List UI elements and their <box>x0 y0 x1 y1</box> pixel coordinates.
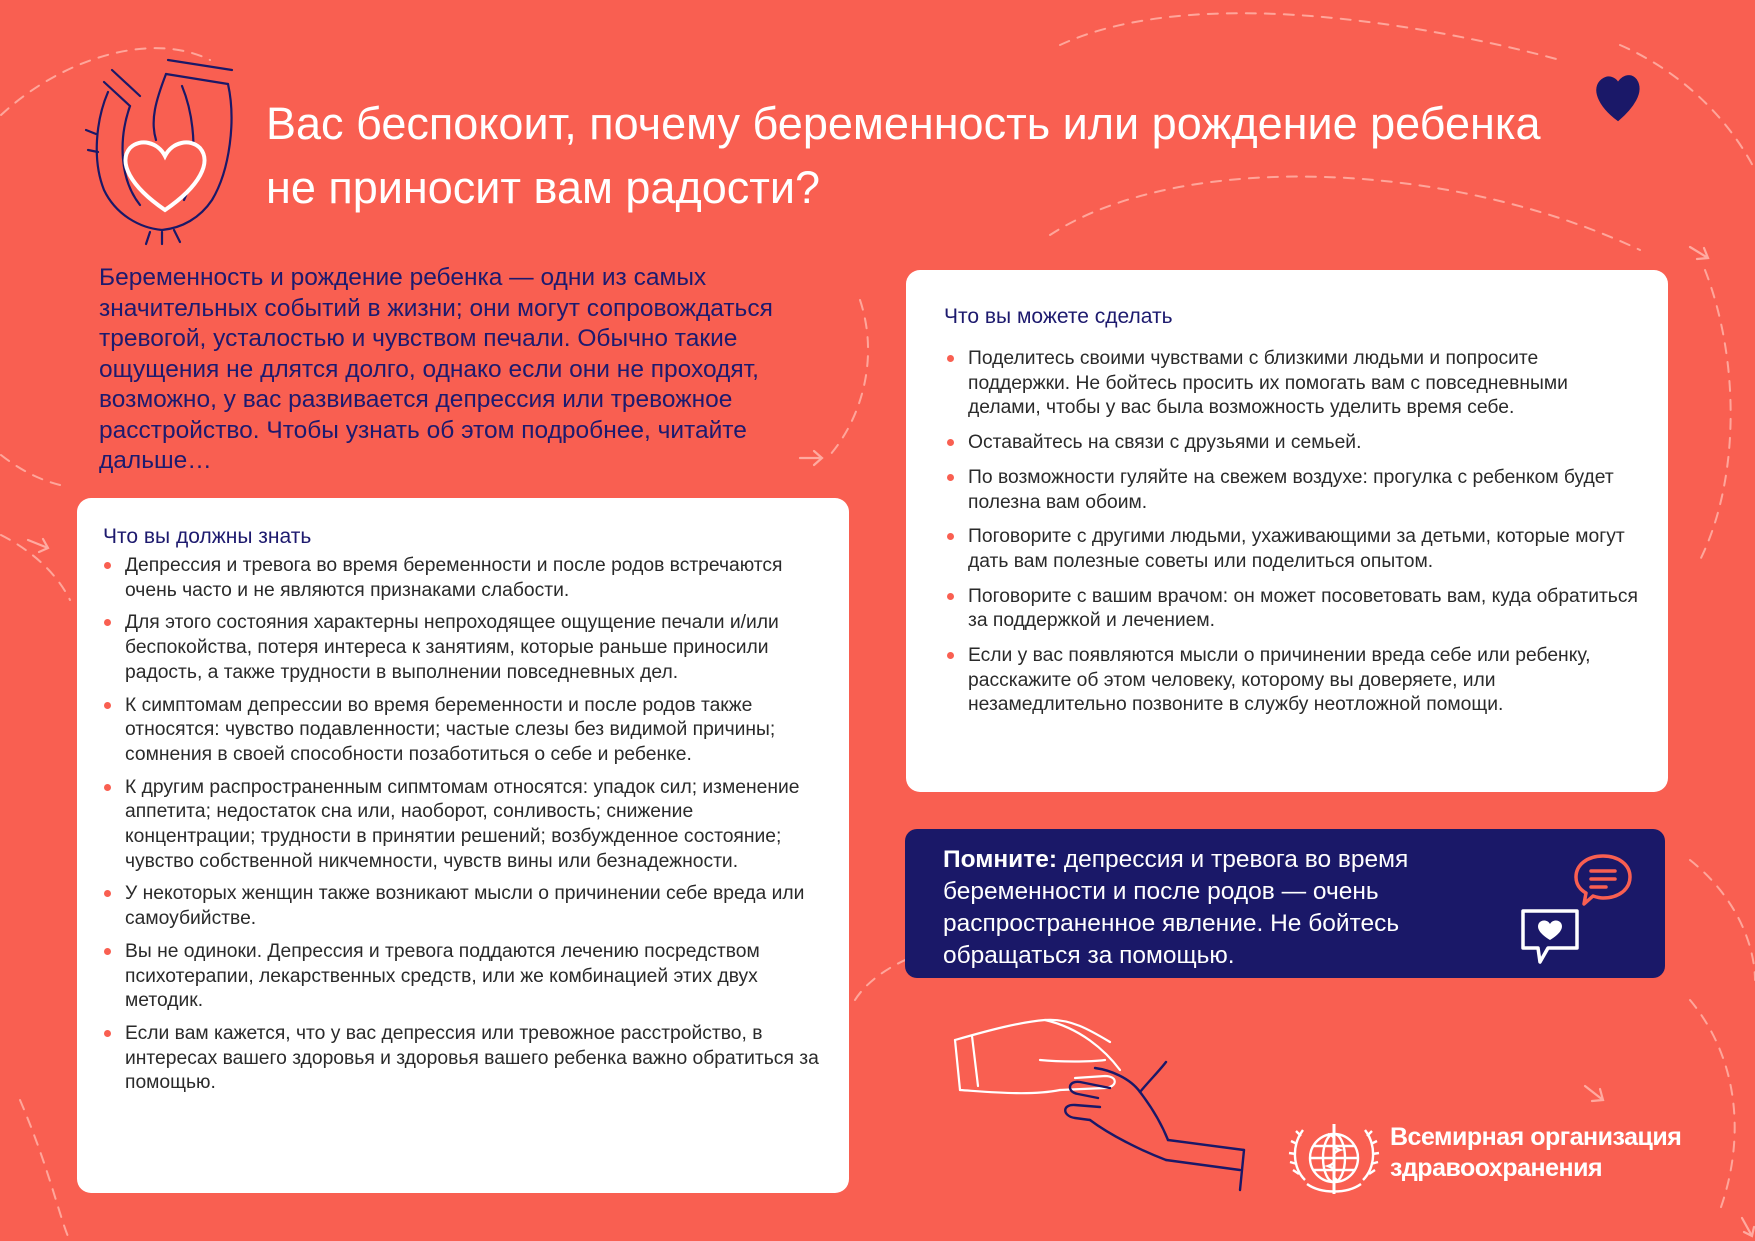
list-item: Если вам кажется, что у вас депрессия или тревожное расстройство, в интересах вашего здоровья и здоровья вашего ребенка важно обратиться за помощью. <box>101 1022 825 1096</box>
hands-heart-illustration <box>86 60 232 244</box>
list-item: К другим распространенным сипмтомам относятся: упадок сил; изменение аппетита; недостаток сна или, наоборот, сонливость; снижение концентрации; трудности в принятии решений; возбужденное состояние; чувство собственной никчемности, чувств вины или безнадежности. <box>101 776 825 875</box>
list-item: Оставайтесь на связи с друзьями и семьей. <box>944 431 1642 456</box>
list-item: У некоторых женщин также возникают мысли о причинении себе вреда или самоубийстве. <box>101 882 825 931</box>
what-you-can-do-heading: Что вы можете сделать <box>944 305 1173 328</box>
who-emblem-icon <box>1285 1118 1383 1204</box>
list-item: Для этого состояния характерны непроходящее ощущение печали и/или беспокойства, потеря интереса к занятиям, которые раньше приносили радость, а также трудности в выполнении повседневных дел. <box>101 611 825 685</box>
what-to-know-list <box>101 554 825 1096</box>
heart-message-icon <box>1518 906 1582 968</box>
remember-text <box>943 844 1485 972</box>
list-item: Поговорите с другими людьми, ухаживающими за детьми, которые могут дать вам полезные советы или поделиться опытом. <box>944 525 1642 574</box>
what-to-know-card <box>77 498 849 1193</box>
who-logo-line1: Всемирная организация <box>1390 1123 1682 1151</box>
list-item: Депрессия и тревога во время беременности и после родов встречаются очень часто и не являются признаками слабости. <box>101 554 825 603</box>
what-you-can-do-card <box>906 270 1668 792</box>
what-you-can-do-list <box>944 347 1642 718</box>
remember-body: депрессия и тревога во время беременности и после родов — очень распространенное явление. Не бойтесь обращаться за помощью. <box>943 846 1409 969</box>
who-logo-line2: здравоохранения <box>1390 1154 1603 1182</box>
list-item: К симптомам депрессии во время беременности и после родов также относятся: чувство подавленности; частые слезы без видимой причины; сомнения в своей способности позаботиться о себе и ребенке. <box>101 694 825 768</box>
remember-label: Помните: <box>943 846 1058 873</box>
who-logo-text <box>1390 1122 1690 1184</box>
chat-bubble-icon <box>1572 852 1634 908</box>
what-to-know-heading: Что вы должны знать <box>103 525 312 548</box>
list-item: Поделитесь своими чувствами с близкими людьми и попросите поддержки. Не бойтесь просить их помогать вам с повседневными делами, чтобы у вас была возможность уделить время себе. <box>944 347 1642 421</box>
list-item: Вы не одиноки. Депрессия и тревога поддаются лечению посредством психотерапии, лекарственных средств, или же комбинацией этих двух методик. <box>101 940 825 1014</box>
list-item: Поговорите с вашим врачом: он может посоветовать вам, куда обратиться за поддержкой и лечением. <box>944 585 1642 634</box>
list-item: Если у вас появляются мысли о причинении вреда себе или ребенку, расскажите об этом человеку, которому вы доверяете, или незамедлительно позвоните в службу неотложной помощи. <box>944 644 1642 718</box>
reaching-hands-illustration <box>955 1020 1244 1190</box>
page-title: Вас беспокоит, почему беременность или рождение ребенка не приносит вам радости? <box>266 98 1541 213</box>
intro-paragraph: Беременность и рождение ребенка — одни из самых значительных событий в жизни; они могут сопровождаться тревогой, усталостью и чувством печали. Обычно такие ощущения не длятся долго, однако если они не проходят, возможно, у вас развивается депрессия или тревожное расстройство. Чтобы узнать об этом подробнее, читайте дальше… <box>99 264 773 474</box>
list-item: По возможности гуляйте на свежем воздухе: прогулка с ребенком будет полезна вам обоим. <box>944 466 1642 515</box>
